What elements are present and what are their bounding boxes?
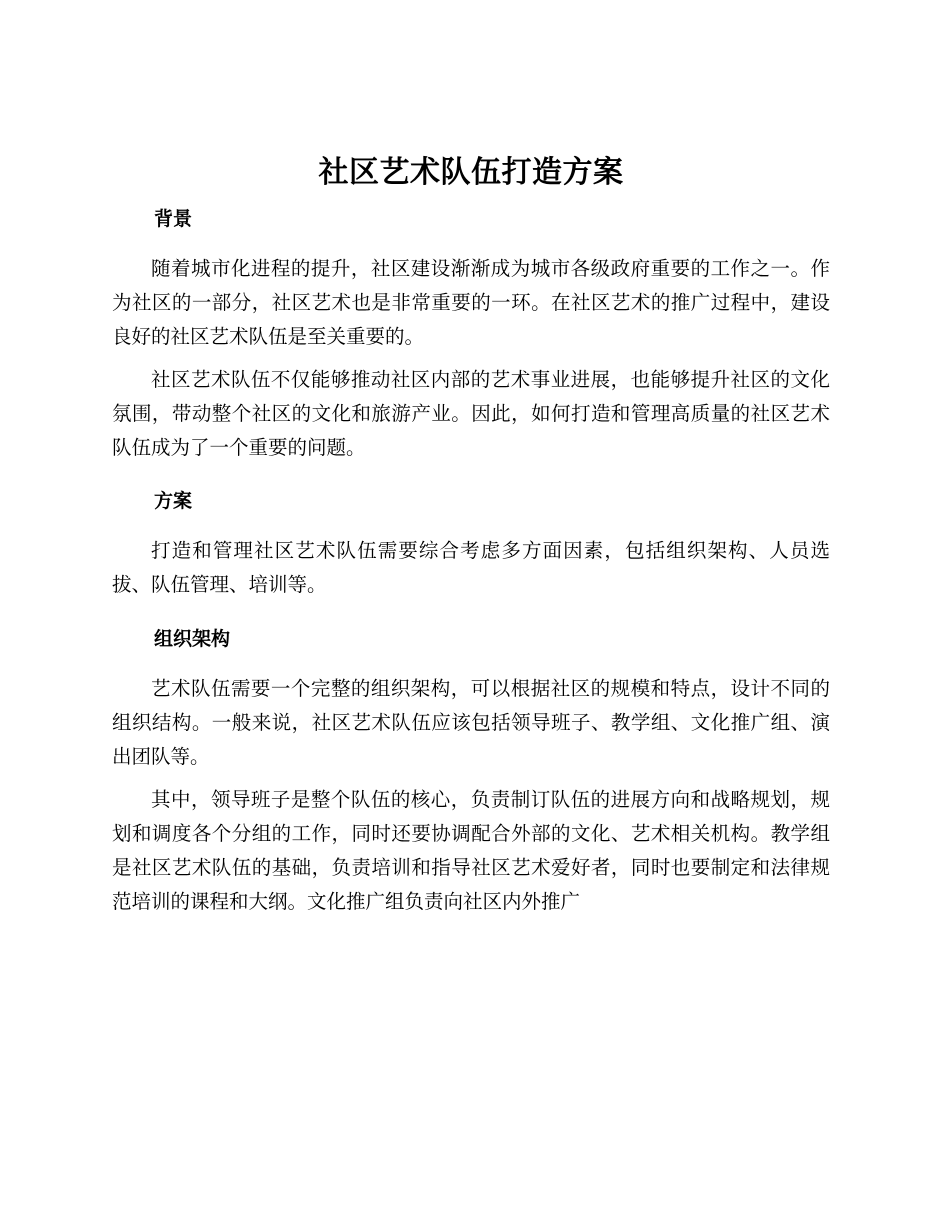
document-title: 社区艺术队伍打造方案 bbox=[318, 155, 624, 190]
section-heading-organization: 组织架构 bbox=[154, 628, 231, 650]
paragraph-background-1: 随着城市化进程的提升，社区建设渐渐成为城市各级政府重要的工作之一。作为社区的一部分，社区艺术也是非常重要的一环。在社区艺术的推广过程中，建设良好的社区艺术队伍是至关重要的。 bbox=[112, 257, 830, 348]
paragraph-organization-1: 艺术队伍需要一个完整的组织架构，可以根据社区的规模和特点，设计不同的组织结构。一般来说，社区艺术队伍应该包括领导班子、教学组、文化推广组、演出团队等。 bbox=[112, 677, 830, 768]
paragraph-organization-2: 其中，领导班子是整个队伍的核心，负责制订队伍的进展方向和战略规划，规划和调度各个分组的工作，同时还要协调配合外部的文化、艺术相关机构。教学组是社区艺术队伍的基础，负责培训和指导社区艺术爱好者，同时也要制定和法律规范培训的课程和大纲。文化推广组负责向社区内外推广 bbox=[112, 788, 830, 913]
section-heading-plan: 方案 bbox=[154, 490, 193, 512]
section-heading-background: 背景 bbox=[154, 208, 193, 230]
document-page bbox=[112, 150, 830, 919]
paragraph-plan-1: 打造和管理社区艺术队伍需要综合考虑多方面因素，包括组织架构、人员选拔、队伍管理、培训等。 bbox=[112, 539, 830, 596]
paragraph-background-2: 社区艺术队伍不仅能够推动社区内部的艺术事业进展，也能够提升社区的文化氛围，带动整个社区的文化和旅游产业。因此，如何打造和管理高质量的社区艺术队伍成为了一个重要的问题。 bbox=[112, 368, 830, 459]
